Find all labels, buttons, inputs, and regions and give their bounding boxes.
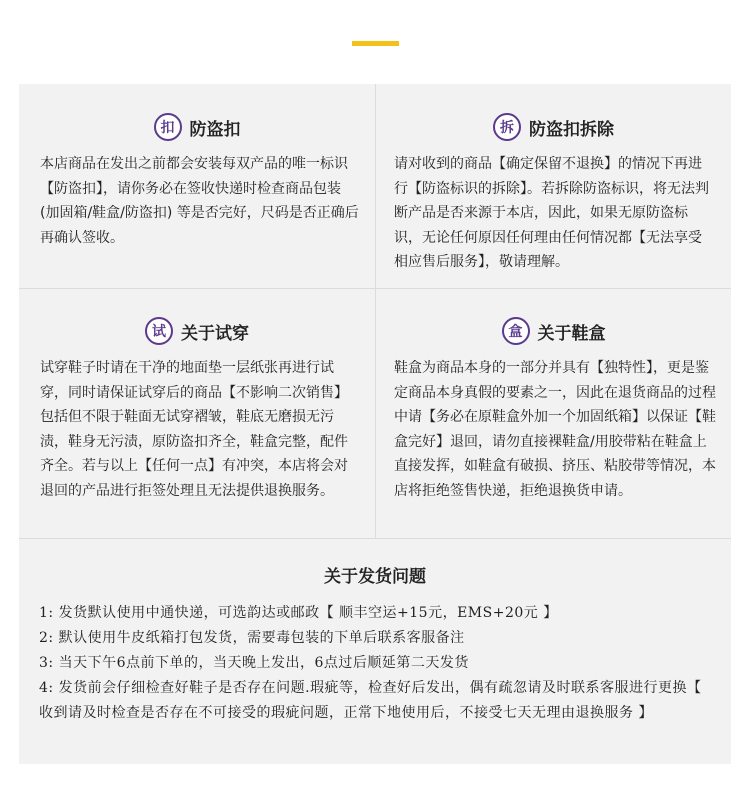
header-band xyxy=(0,0,750,84)
shipping-title: 关于发货问题 xyxy=(324,567,426,587)
card-header xyxy=(19,113,375,141)
accent-divider xyxy=(352,41,399,46)
card-try-on xyxy=(19,289,375,538)
card-title: 防盗扣拆除 xyxy=(529,119,614,140)
card-header xyxy=(376,317,731,345)
shipping-item: 4: 发货前会仔细检查好鞋子是否存在问题.瑕疵等，检查好后发出，偶有疏忽请及时联系客服进行更换【 收到请及时检查是否存在不可接受的瑕疵问题，正常下地使用后，不接受七天无理由退换服务 】 xyxy=(39,680,702,721)
card-text: 本店商品在发出之前都会安装每双产品的唯一标识【防盗扣】，请你务必在签收快递时检查商品包装(加固箱/鞋盒/防盗扣) 等是否完好，尺码是否正确后再确认签收。 xyxy=(40,156,359,246)
try-on-icon: 试 xyxy=(145,317,173,345)
card-remove-tag xyxy=(376,84,731,288)
card-anti-theft xyxy=(19,84,375,288)
card-header xyxy=(19,317,375,345)
card-text: 试穿鞋子时请在干净的地面垫一层纸张再进行试穿，同时请保证试穿后的商品【不影响二次销售】包括但不限于鞋面无试穿褶皱，鞋底无磨损无污渍，鞋身无污渍，原防盗扣齐全，鞋盒完整，配件齐全。若与以上【任何一点】有冲突，本店将会对退回的产品进行拒签处理且无法提供退换服务。 xyxy=(40,360,348,499)
card-title: 防盗扣 xyxy=(189,119,241,140)
card-shoebox xyxy=(376,289,731,538)
card-title: 关于试穿 xyxy=(181,323,249,344)
shipping-item: 3: 当天下午6点前下单的，当天晚上发出，6点过后顺延第二天发货 xyxy=(39,655,469,671)
shipping-item: 1: 发货默认使用中通快递，可选韵达或邮政【 顺丰空运+15元，EMS+20元 】 xyxy=(39,605,558,621)
box-icon: 盒 xyxy=(502,317,530,345)
card-text: 请对收到的商品【确定保留不退换】的情况下再进行【防盗标识的拆除】。若拆除防盗标识，将无法判断产品是否来源于本店，因此，如果无原防盗标识，无论任何原因任何理由任何情况都【无法享受相应售后服务】，敬请理解。 xyxy=(394,156,709,270)
horizontal-divider-2 xyxy=(19,538,731,539)
shipping-list xyxy=(39,601,719,726)
info-panel xyxy=(19,84,731,764)
card-text: 鞋盒为商品本身的一部分并具有【独特性】，更是鉴定商品本身真假的要素之一，因此在退货商品的过程中请【务必在原鞋盒外加一个加固纸箱】以保证【鞋盒完好】退回，请勿直接裸鞋盒/用胶带粘在鞋盒上直接发挥，如鞋盒有破损、挤压、粘胶带等情况，本店将拒绝签售快递，拒绝退换货申请。 xyxy=(394,360,716,499)
card-title: 关于鞋盒 xyxy=(537,323,606,344)
card-header xyxy=(376,113,731,141)
button-icon: 扣 xyxy=(154,113,182,141)
shipping-item: 2: 默认使用牛皮纸箱打包发货，需要毒包装的下单后联系客服备注 xyxy=(39,630,465,646)
remove-icon: 拆 xyxy=(493,113,521,141)
